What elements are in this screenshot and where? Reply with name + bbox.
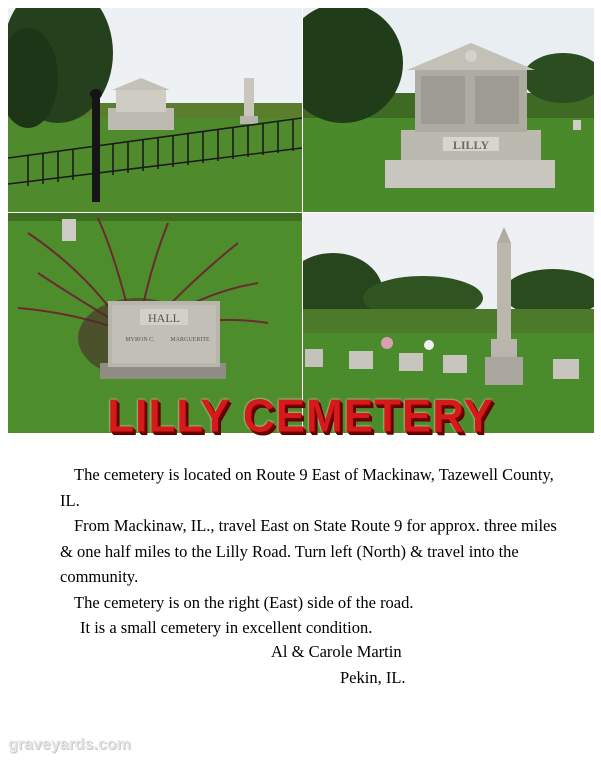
photo-iron-fence <box>8 8 302 212</box>
headstone-family-text: HALL <box>148 311 180 325</box>
signature-names: Al & Carole Martin <box>271 642 402 661</box>
description <box>60 462 560 641</box>
page-title: LILLY CEMETERY <box>107 390 494 443</box>
photo-lilly-monument-image <box>303 8 594 212</box>
headstone-left-name: MYRON C. <box>125 337 155 343</box>
watermark: graveyards.com <box>8 736 131 753</box>
signature-location: Pekin, IL. <box>340 668 406 687</box>
headstone-right-name: MARGUERITE <box>170 337 210 343</box>
paragraph-directions: From Mackinaw, IL., travel East on State Route 9 for approx. three miles & one half miles to the Lilly Road. Turn left (North) & travel into the community. <box>60 516 557 586</box>
photo-lilly-monument <box>303 8 594 212</box>
paragraph-condition: It is a small cemetery in excellent condition. <box>80 618 373 637</box>
photo-iron-fence-image <box>8 8 302 212</box>
paragraph-location: The cemetery is located on Route 9 East of Mackinaw, Tazewell County, IL. <box>60 465 554 510</box>
monument-name-text: LILLY <box>452 138 490 152</box>
paragraph-side: The cemetery is on the right (East) side of the road. <box>74 592 414 612</box>
